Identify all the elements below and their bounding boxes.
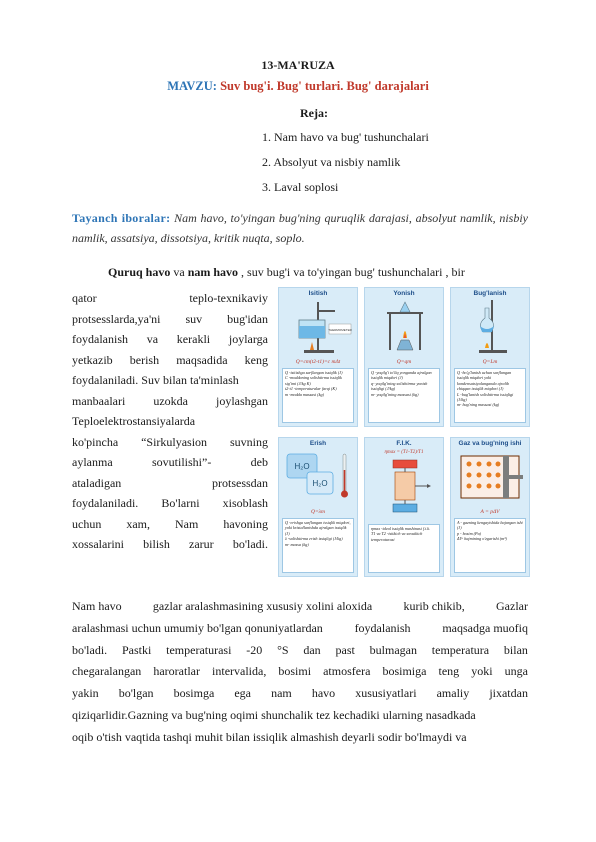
text-word: nam [271,686,292,701]
text-word: foydalaniladi. [72,496,139,510]
text-word: yetkazib [72,352,113,367]
text-line [72,411,268,432]
heating-apparatus-illustration [279,298,359,356]
text-word: manbaalari [72,393,126,408]
legend-line: m- yoqilg'ining massasi (kg) [371,391,419,397]
text-word: qator [72,291,97,305]
text-word: chegaralangan [72,664,142,679]
text-word: Nam [175,516,199,531]
legend-line: ΔV- hajmining o'zgarishi (m³) [457,536,507,542]
legend-line: ηmax -ideal issiqlik mashinasi f.i.k. [371,526,431,531]
text-word: joylashgan [216,393,268,408]
panel-legend [454,518,526,573]
text-word: oqib o'tish vaqtida tashqi muhit bilan issiqlik almashish deyarli sodir bo'lmaydi va [72,729,467,744]
text-word: past [335,642,355,657]
text-word: sovutilishi”- [151,455,212,469]
text-word: xisoblash [222,496,268,510]
plan-item-2: 2. Absolyut va nisbiy namlik [262,155,401,169]
legend-line: t2-t1 -temperaturalar farqi (K) [285,386,337,392]
text-word: aralashmasi uchun umumiy bo'lgan qonuniyatlardan [72,620,323,635]
text-word: suv [185,311,203,326]
text-line [72,288,268,309]
text-word: teng [438,664,460,679]
text-line [72,452,268,473]
panel-title: Erish [309,440,327,447]
text-word: intervalida, [212,664,267,679]
text-word: bosimi [278,664,312,679]
text-line [72,370,268,391]
topic-label: MAVZU: [167,79,217,93]
text-word: keng [244,352,268,367]
legend-line: Q -erishga sarflangan issiqlik miqdori, yoki kristallanishda ajralgan issiqlik (J) [285,520,351,536]
panel-formula: Q=λm [310,509,326,515]
text-word: Teploelektrostansiyalarda [72,414,196,428]
plan-item-3: 3. Laval soplosi [262,180,339,194]
text-word: joylarga [228,332,268,346]
text-word: qiziqarlidir.Gazning va bug'ning oqimi shunchalik tez kechadiki ularning nasadkada [72,707,476,722]
panel-formula: A = pΔV [480,509,500,515]
legend-line: Q -bo'g'lanish uchun sarflangan issiqlik miqdori yoki kondensatsiyalanganda ajralib chiqqan issiqlik miqdori (J) [457,370,512,392]
panel-formula: Q=qm [396,359,412,365]
text-word: berish [129,352,160,367]
text-word: xam, [126,516,150,531]
panel-title: F.I.K. [396,440,412,447]
text-word: kurib chikib, [403,599,465,613]
plan-item-1: 1. Nam havo va bug' tushunchalari [262,130,429,144]
panel-combustion [364,287,444,427]
wrapped-text-column [72,288,268,555]
text-line [72,727,528,749]
text-word: jixatdan [489,686,528,701]
text-word: havoning [223,516,268,531]
intro-bold-wet-air: nam havo [187,265,239,279]
text-word: ko'pincha [72,434,119,449]
text-word: bo'lgan [118,686,154,701]
panel-title: Bug'lanish [473,290,507,297]
text-word: atmosfera [323,664,371,679]
text-line [72,493,268,514]
text-word: va [146,332,159,346]
text-line [72,596,528,618]
legend-line: p - bosim (Pa) [457,530,482,536]
text-word: xususiyatlari [355,686,417,701]
text-word: amaliy [436,686,470,701]
text-word: unga [504,664,528,679]
text-line [72,683,528,705]
panel-title: Yonish [393,290,415,297]
text-word: xossalarini [72,537,124,551]
intro-text: va [170,265,188,279]
text-word: bo'ladi. [72,642,108,657]
text-word: foydalaniladi. Suv bilan ta'minlash [72,373,239,387]
burner-illustration [365,298,445,356]
water-label: H₂O [294,462,310,471]
text-word: Nam havo [72,599,122,613]
panel-gas-work [450,437,530,577]
panel-heating [278,287,358,427]
plan-heading: Reja: [300,106,328,120]
ice-melting-illustration [279,448,359,506]
panel-formula: ηmax = (T1-T2)/T1 [384,450,424,455]
piston-cylinder-illustration [451,448,531,506]
text-word: dan [303,642,321,657]
legend-line: m- bug'ning massasi (kg) [457,402,500,408]
panel-legend [282,368,354,423]
text-line [72,432,268,453]
text-line [72,661,528,683]
text-line [72,391,268,412]
text-word: yoki [471,664,493,679]
text-word: kerakli [176,332,211,346]
text-word: bo'ladi. [232,537,268,551]
panel-legend [368,368,440,423]
text-word: haroratlar [153,664,200,679]
text-word: zarur [189,537,214,551]
heat-processes-figure [278,287,530,581]
text-line [72,514,268,535]
legend-line: T1 va T2 -isitkich va sovutkich temperaturasi [371,531,423,542]
legend-line: Q -yoqilg'i to'liq yonganda ajralgan issiqlik miqdori (J) [371,370,432,381]
panel-legend [454,368,526,423]
legend-line: Q -isitishga sarflangan issiqlik (J) [285,370,343,375]
svg-text:THERMOMETER: THERMOMETER [328,328,352,332]
text-word: uzokda [153,393,188,408]
text-word: gazlar aralashmasining xususiy xolini aloxida [152,599,373,613]
text-line [72,473,268,494]
text-word: ega [234,686,252,701]
panel-formula: Q=cm(t2-t1)=c mΔt [295,359,341,365]
text-word: bosimga [173,686,215,701]
intro-bold-dry-air: Quruq havo [108,265,171,279]
text-word: yakin [72,686,99,701]
text-line [72,618,528,640]
panel-legend [282,518,354,573]
legend-line: q- yoqilg'ining solishtirma yonish issiqligi (J/kg) [371,380,428,392]
text-word: Pastki [121,642,152,657]
text-word: teplo-texnikaviy [189,291,268,305]
text-line [72,329,268,350]
text-line [72,640,528,662]
text-word: foydalanish [72,332,128,346]
text-word: protsessdan [212,475,268,490]
legend-line: m -modda massasi (kg) [285,391,324,397]
text-word: havo [311,686,336,701]
text-word: bilan [503,642,528,657]
legend-line: L -bug'lanish solishtirma issiqligi (J/kg) [457,391,514,403]
keywords-paragraph [72,208,528,248]
body-paragraph [72,596,528,749]
topic-line [0,79,596,94]
text-word: -20 [246,642,263,657]
text-word: foydalanish [354,620,411,635]
text-word: maqsadga muofiq [442,620,528,635]
legend-line: m- massa (kg) [285,541,309,547]
text-word: aylanma [72,455,113,469]
keywords-label: Tayanch iboralar: [72,211,171,225]
panel-formula: Q=Lm [482,359,498,365]
text-word: Bo'larni [161,496,200,510]
text-word: bilish [143,537,170,551]
text-word: temperatura [431,642,490,657]
text-word: uchun [72,516,102,531]
text-word: “Sirkulyasion [141,434,208,449]
legend-line: λ -solishtirma erish issiqligi (J/kg) [285,536,343,542]
text-word: deb [250,455,268,469]
text-word: °S [277,642,289,657]
text-word: Gazlar [496,599,528,613]
panel-efficiency [364,437,444,577]
evaporation-flask-illustration [451,298,531,356]
panel-melting [278,437,358,577]
text-word: temperaturasi [166,642,232,657]
text-word: maqsadida [176,352,228,367]
panel-legend [368,524,440,573]
text-word: protsesslarda,ya'ni [72,311,161,326]
legend-line: C -moddaning solishtirma issiqlik sig'imi (J/kg K) [285,375,342,386]
text-word: bosimiga [382,664,427,679]
text-line [72,309,268,330]
text-word: bulmagan [369,642,417,657]
panel-evaporation [450,287,530,427]
text-line [72,350,268,371]
text-word: suvning [229,434,268,449]
heat-engine-diagram [365,458,445,520]
panel-title: Isitish [308,290,328,297]
intro-text: , suv bug'i va to'yingan bug' tushunchalari , bir [238,265,465,279]
legend-line: A - gazning kengayishida bajargan ishi (J) [457,520,523,531]
text-line [72,705,528,727]
lecture-title: 13-MA'RUZA [261,58,335,72]
text-word: bug'idan [227,311,268,326]
text-line [72,534,268,555]
topic-value: Suv bug'i. Bug' turlari. Bug' darajalari [220,79,429,93]
intro-line [72,262,528,282]
ice-label: H₂O [312,479,328,488]
text-word: ataladigan [72,475,122,490]
keywords-text: Nam havo, to'yingan bug'ning quruqlik darajasi, absolyut namlik, nisbiy namlik, assatsiya, dissotsiya, kritik nuqta, soplo. [72,211,529,245]
panel-title: Gaz va bug'ning ishi [458,440,522,447]
